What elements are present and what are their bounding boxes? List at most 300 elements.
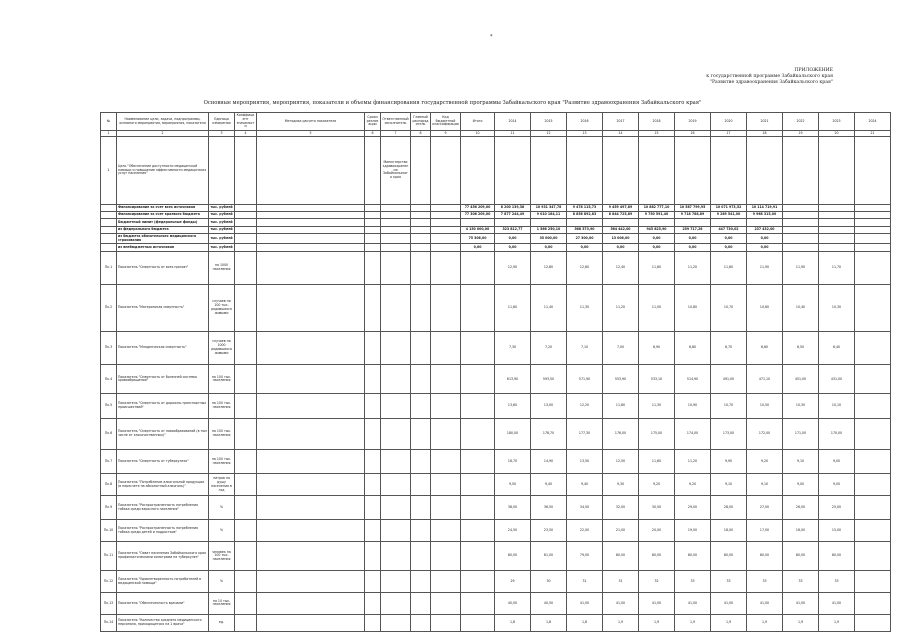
table-cell: 26,00 (783, 496, 819, 520)
table-cell (411, 418, 431, 449)
table-cell: Бюджетный лимит (федеральные фонды) (117, 219, 209, 226)
table-cell (461, 593, 495, 615)
table-cell: тыс. рублей (209, 226, 235, 233)
table-cell: Пк.12 (101, 571, 117, 593)
table-cell (235, 394, 257, 418)
table-cell (365, 251, 381, 285)
table-row (101, 285, 891, 331)
table-cell: 7,00 (603, 331, 639, 365)
table-cell: 11,90 (747, 251, 783, 285)
table-cell (235, 233, 257, 243)
table-cell (431, 542, 461, 571)
table-cell: 10 931 347,78 (531, 204, 567, 211)
page-mark: * (490, 34, 493, 40)
table-cell: 1,9 (711, 614, 747, 631)
table-cell (431, 418, 461, 449)
table-cell: 16,00 (783, 520, 819, 542)
table-cell (365, 571, 381, 593)
table-cell (411, 137, 431, 205)
table-cell (381, 331, 411, 365)
table-cell: 9,20 (747, 450, 783, 474)
table-cell (639, 137, 675, 205)
table-cell: 33 (675, 571, 711, 593)
table-cell (639, 219, 675, 226)
table-cell: 10,30 (783, 394, 819, 418)
table-cell (531, 137, 567, 205)
table-cell (783, 226, 819, 233)
table-cell: 29 (495, 571, 531, 593)
table-cell (235, 285, 257, 331)
table-cell: 80,00 (711, 542, 747, 571)
table-cell (675, 137, 711, 205)
table-cell: на 1000 населения (209, 251, 235, 285)
column-number: 9 (431, 131, 461, 137)
table-cell: 0,00 (747, 233, 783, 243)
table-cell (603, 219, 639, 226)
table-row (101, 593, 891, 615)
table-cell: Показатель "Смертность от всех причин" (117, 251, 209, 285)
column-header: Коэффициент значимости (235, 113, 257, 131)
table-cell: 77 306 209,00 (461, 212, 495, 219)
table-cell (411, 496, 431, 520)
table-cell: 12,60 (567, 251, 603, 285)
column-header: Код бюджетной классификации (431, 113, 461, 131)
table-row (101, 520, 891, 542)
table-cell: 9,00 (819, 450, 855, 474)
table-cell (461, 285, 495, 331)
table-cell (675, 219, 711, 226)
table-cell (495, 137, 531, 205)
table-cell (381, 593, 411, 615)
table-cell (235, 571, 257, 593)
column-header: Единица измерения (209, 113, 235, 131)
table-cell (461, 137, 495, 205)
table-cell (235, 614, 257, 631)
table-cell: 41,00 (747, 593, 783, 615)
table-cell: % (209, 520, 235, 542)
table-cell: 471,10 (747, 365, 783, 394)
table-cell: 9 289 541,00 (711, 212, 747, 219)
table-cell: 10 071 973,52 (711, 204, 747, 211)
table-cell (747, 219, 783, 226)
document-title: Основные мероприятия, мероприятия, показатели и объемы финансирования государственной программы Забайкальского края "Развитие здравоохранения Забайкальского края" (203, 100, 702, 106)
table-cell: 514,90 (675, 365, 711, 394)
table-cell: 945 825,90 (639, 226, 675, 233)
table-cell: 33 (819, 571, 855, 593)
column-header: 2017 (603, 113, 639, 131)
table-cell (461, 450, 495, 474)
table-cell: 171,00 (783, 418, 819, 449)
table-cell (431, 219, 461, 226)
column-header: Методика расчета показателя (257, 113, 365, 131)
table-cell (411, 450, 431, 474)
table-cell: тыс. рублей (209, 212, 235, 219)
table-cell: 12,40 (603, 251, 639, 285)
table-cell (855, 365, 891, 394)
table-cell: случаев на 100 тыс. родившихся живыми (209, 285, 235, 331)
table-cell (461, 520, 495, 542)
table-cell: на 100 тыс. населения (209, 450, 235, 474)
table-cell: 31 (567, 571, 603, 593)
column-number: 10 (461, 131, 495, 137)
table-cell (431, 593, 461, 615)
table-cell: тыс. рублей (209, 244, 235, 251)
table-cell (257, 244, 365, 251)
table-row (101, 418, 891, 449)
table-cell (411, 226, 431, 233)
table-cell (257, 496, 365, 520)
table-cell: Цель "Обеспечение доступности медицинской помощи и повышение эффективности медицинских услуг населения" (117, 137, 209, 205)
table-cell: 10 587 799,95 (675, 204, 711, 211)
table-cell (365, 474, 381, 496)
table-cell: 1,9 (675, 614, 711, 631)
table-cell (855, 418, 891, 449)
table-cell: % (209, 571, 235, 593)
table-cell: 568 573,90 (567, 226, 603, 233)
table-cell (819, 244, 855, 251)
table-cell (365, 496, 381, 520)
table-cell (381, 474, 411, 496)
table-cell: 0,00 (711, 233, 747, 243)
column-number: 20 (819, 131, 855, 137)
table-cell: 28,00 (711, 496, 747, 520)
table-cell: 11,80 (639, 251, 675, 285)
column-header: 2015 (531, 113, 567, 131)
header-row (101, 113, 891, 131)
table-cell: Показатель "Распространенность потребления табака среди взрослого населения" (117, 496, 209, 520)
table-cell: 1,9 (783, 614, 819, 631)
table-cell (411, 251, 431, 285)
table-cell: 1,9 (747, 614, 783, 631)
table-cell (365, 520, 381, 542)
column-header: 2016 (567, 113, 603, 131)
column-number: 16 (675, 131, 711, 137)
table-cell (819, 226, 855, 233)
table-cell (431, 365, 461, 394)
table-cell (411, 233, 431, 243)
column-header: 2014 (495, 113, 531, 131)
table-cell (235, 219, 257, 226)
table-cell: 81,00 (531, 542, 567, 571)
column-number: 3 (209, 131, 235, 137)
table-cell (381, 520, 411, 542)
table-cell (783, 204, 819, 211)
column-header: 2023 (819, 113, 855, 131)
table-row (101, 244, 891, 251)
table-cell (101, 219, 117, 226)
table-cell: литров на душу населения в год (209, 474, 235, 496)
table-cell: 9,00 (819, 474, 855, 496)
table-cell: 24,50 (495, 520, 531, 542)
table-cell: 11,60 (495, 285, 531, 331)
table-cell: из внебюджетных источников (117, 244, 209, 251)
table-cell: 10,10 (819, 394, 855, 418)
table-cell: тыс. рублей (209, 219, 235, 226)
table-row (101, 226, 891, 233)
table-cell: 38,00 (495, 496, 531, 520)
column-header: Сроки реализации (365, 113, 381, 131)
table-cell (365, 226, 381, 233)
table-cell: 0,00 (711, 244, 747, 251)
table-cell (381, 285, 411, 331)
table-cell: 13,60 (495, 394, 531, 418)
table-cell (431, 474, 461, 496)
table-cell (855, 542, 891, 571)
table-cell (855, 204, 891, 211)
table-row (101, 450, 891, 474)
table-cell (235, 542, 257, 571)
table-cell: 0,00 (495, 244, 531, 251)
table-cell (365, 365, 381, 394)
table-cell: 23,50 (531, 520, 567, 542)
table-cell (257, 394, 365, 418)
table-row (101, 212, 891, 219)
table-cell: 11,30 (567, 285, 603, 331)
table-cell: 1 566 250,10 (531, 226, 567, 233)
table-cell (381, 233, 411, 243)
table-cell: Показатель "Количество среднего медицинского персонала, приходящегося на 1 врача" (117, 614, 209, 631)
column-number: 21 (855, 131, 891, 137)
table-cell: 9,10 (783, 450, 819, 474)
table-cell: 1,9 (639, 614, 675, 631)
table-cell: 41,00 (603, 593, 639, 615)
table-cell: 177,30 (567, 418, 603, 449)
table-cell (381, 571, 411, 593)
table-cell (431, 244, 461, 251)
column-number: 2 (117, 131, 209, 137)
table-cell: 8 844 725,89 (603, 212, 639, 219)
table-cell: 10,80 (675, 285, 711, 331)
table-cell: 1,9 (603, 614, 639, 631)
table-cell: 9,10 (747, 474, 783, 496)
table-cell: 25,00 (819, 496, 855, 520)
table-cell: 0,00 (603, 244, 639, 251)
table-row (101, 394, 891, 418)
table-cell: 11,70 (819, 251, 855, 285)
table-cell (365, 614, 381, 631)
table-cell: 33 (783, 571, 819, 593)
column-header: 2022 (783, 113, 819, 131)
table-cell: 1,9 (819, 614, 855, 631)
table-cell: 12,80 (531, 251, 567, 285)
table-cell (235, 365, 257, 394)
table-cell: 491,00 (711, 365, 747, 394)
table-cell: 0,00 (675, 244, 711, 251)
table-cell: Показатель "Материнская смертность" (117, 285, 209, 331)
table-cell (365, 219, 381, 226)
table-cell: 0,00 (567, 244, 603, 251)
table-cell (855, 394, 891, 418)
table-cell: 80,00 (783, 542, 819, 571)
table-cell (855, 520, 891, 542)
table-cell (235, 212, 257, 219)
table-cell: Показатель "Обеспеченность врачами" (117, 593, 209, 615)
table-cell: 174,00 (675, 418, 711, 449)
table-cell: 40,00 (495, 593, 531, 615)
table-cell (235, 137, 257, 205)
table-cell: Показатель "Охват населения Забайкальского края профилактическими осмотрами на туберкулез" (117, 542, 209, 571)
column-header: 2024 (855, 113, 891, 131)
table-cell (257, 365, 365, 394)
table-cell: 553,90 (603, 365, 639, 394)
table-cell (257, 542, 365, 571)
table-cell: Пк.6 (101, 418, 117, 449)
table-cell: на 10 тыс. населения (209, 593, 235, 615)
table-cell (431, 251, 461, 285)
table-cell: тыс. рублей (209, 204, 235, 211)
table-cell (411, 593, 431, 615)
table-cell: на 100 тыс. населения (209, 365, 235, 394)
table-cell (855, 233, 891, 243)
table-cell: 9 718 788,89 (675, 212, 711, 219)
table-cell: 6,40 (819, 331, 855, 365)
table-cell (365, 212, 381, 219)
table-cell (365, 418, 381, 449)
table-cell: Пк.1 (101, 251, 117, 285)
table-cell: Пк.4 (101, 365, 117, 394)
table-cell: 33 (747, 571, 783, 593)
table-cell (819, 137, 855, 205)
table-cell (855, 219, 891, 226)
table-cell (235, 474, 257, 496)
table-cell (209, 137, 235, 205)
appendix-line: ПРИЛОЖЕНИЕ (794, 68, 833, 73)
table-cell (381, 244, 411, 251)
table-cell (431, 331, 461, 365)
table-cell: 0,00 (639, 233, 675, 243)
table-cell: 32,00 (603, 496, 639, 520)
table-cell: Показатель "Потребление алкогольной продукции (в пересчете на абсолютный алкоголь)" (117, 474, 209, 496)
table-row (101, 233, 891, 243)
table-cell: 41,00 (639, 593, 675, 615)
table-cell: 0,00 (675, 233, 711, 243)
table-cell: 172,00 (747, 418, 783, 449)
table-cell: 17,00 (747, 520, 783, 542)
table-cell (461, 614, 495, 631)
table-cell (257, 226, 365, 233)
column-header: Наименование цели, задачи, подпрограммы, основного мероприятия, мероприятия, показателя (117, 113, 209, 131)
table-cell: 9 968 315,00 (747, 212, 783, 219)
table-cell (381, 212, 411, 219)
table-cell: 36,50 (531, 496, 567, 520)
table-cell (461, 474, 495, 496)
table-cell: 80,00 (639, 542, 675, 571)
table-cell (257, 474, 365, 496)
table-cell (461, 418, 495, 449)
table-cell: 10,90 (675, 394, 711, 418)
table-cell: Показатель "Смертность от новообразований (в том числе от злокачественных)" (117, 418, 209, 449)
column-number: 6 (365, 131, 381, 137)
table-cell: Показатель "Младенческая смертность" (117, 331, 209, 365)
table-row (101, 614, 891, 631)
table-cell (411, 365, 431, 394)
table-cell (855, 137, 891, 205)
table-cell: Пк.14 (101, 614, 117, 631)
table-cell: 9 010 184,11 (531, 212, 567, 219)
table-cell: Министерство здравоохранения Забайкальского края (381, 137, 411, 205)
table-cell: 170,00 (819, 418, 855, 449)
table-cell (257, 212, 365, 219)
table-cell: 12,50 (603, 450, 639, 474)
table-cell: 447 730,02 (711, 226, 747, 233)
table-cell: 32 (639, 571, 675, 593)
table-row (101, 331, 891, 365)
table-cell (855, 212, 891, 219)
table-cell (411, 520, 431, 542)
table-cell (431, 614, 461, 631)
table-cell: 1,8 (531, 614, 567, 631)
table-cell (711, 137, 747, 205)
table-cell (365, 593, 381, 615)
table-cell: Пк.8 (101, 474, 117, 496)
column-header: Главный распорядитель (411, 113, 431, 131)
table-cell (365, 233, 381, 243)
table-cell: 10,30 (819, 285, 855, 331)
table-cell: 40,50 (531, 593, 567, 615)
table-cell (819, 204, 855, 211)
table-cell: 21,00 (603, 520, 639, 542)
table-cell: 13 006,00 (603, 233, 639, 243)
table-cell (101, 233, 117, 243)
table-cell: из федерального бюджета (117, 226, 209, 233)
table-cell: на 100 тыс. населения (209, 418, 235, 449)
table-cell: 18,00 (711, 520, 747, 542)
table-cell: 16,70 (495, 450, 531, 474)
table-cell (855, 593, 891, 615)
table-cell (365, 450, 381, 474)
table-cell (365, 285, 381, 331)
table-cell: Показатель "Смертность от дорожно-транспортных происшествий" (117, 394, 209, 418)
column-number: 4 (235, 131, 257, 137)
table-cell (431, 571, 461, 593)
table-cell: 178,70 (531, 418, 567, 449)
table-cell: 11,80 (603, 394, 639, 418)
table-cell: Пк.2 (101, 285, 117, 331)
table-cell (257, 571, 365, 593)
table-cell: 9,20 (639, 474, 675, 496)
table-cell (855, 285, 891, 331)
table-cell: 613,90 (495, 365, 531, 394)
table-cell (819, 212, 855, 219)
table-cell (567, 137, 603, 205)
table-cell: из бюджета обязательного медицинского страхования (117, 233, 209, 243)
column-header: 2018 (639, 113, 675, 131)
table-cell: 29,00 (675, 496, 711, 520)
column-number: 8 (411, 131, 431, 137)
table-cell: 41,00 (675, 593, 711, 615)
table-cell (461, 251, 495, 285)
table-cell: 41,00 (783, 593, 819, 615)
table-cell (257, 450, 365, 474)
table-cell (365, 394, 381, 418)
table-cell (855, 331, 891, 365)
table-cell: Пк.7 (101, 450, 117, 474)
column-header: № (101, 113, 117, 131)
appendix-line: к государственной программе Забайкальского края (706, 74, 833, 79)
table-cell (855, 571, 891, 593)
table-cell (411, 204, 431, 211)
table-cell (257, 614, 365, 631)
table-cell (431, 226, 461, 233)
table-cell: 564 442,00 (603, 226, 639, 233)
table-cell: 41,00 (819, 593, 855, 615)
table-cell: 10,70 (711, 394, 747, 418)
table-cell: 571,90 (567, 365, 603, 394)
table-cell (257, 137, 365, 205)
table-cell (747, 137, 783, 205)
table-cell (101, 212, 117, 219)
table-cell (257, 285, 365, 331)
